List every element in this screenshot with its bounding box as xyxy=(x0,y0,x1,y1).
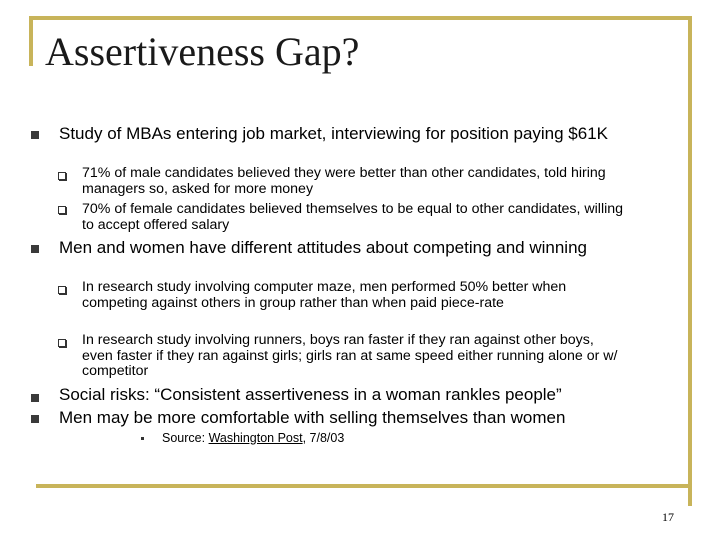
sub-bullet-text: 71% of male candidates believed they were better than other candidates, told hiring managers so, asked for more money xyxy=(82,165,606,197)
square-bullet-icon xyxy=(31,415,39,423)
sub-bullet-text: In research study involving runners, boys ran faster if they ran against other boys, even faster if they ran against girls; girls ran at same speed either running alone or w/ competitor xyxy=(82,332,618,379)
slide-title: Assertiveness Gap? xyxy=(45,29,360,74)
hollow-square-bullet-icon xyxy=(58,286,66,294)
square-bullet-icon xyxy=(31,394,39,402)
source-citation xyxy=(162,431,344,445)
square-bullet-icon xyxy=(31,131,39,139)
source-prefix: Source: xyxy=(162,431,209,445)
bullet-text: Men may be more comfortable with selling themselves than women xyxy=(59,408,566,427)
page-number: 17 xyxy=(662,510,674,524)
frame-right-line xyxy=(688,16,692,506)
hollow-square-bullet-icon xyxy=(58,339,66,347)
frame-left-line xyxy=(29,16,33,66)
frame-top-line xyxy=(29,16,692,20)
source-date: , 7/8/03 xyxy=(302,431,345,445)
bullet-text: Study of MBAs entering job market, interviewing for position paying $61K xyxy=(59,124,609,143)
bullet-text: Men and women have different attitudes about competing and winning xyxy=(59,238,587,257)
sub-bullet-text: In research study involving computer maze, men performed 50% better when competing against others in group rather than when paid piece-rate xyxy=(82,279,567,311)
small-square-bullet-icon xyxy=(141,437,144,440)
hollow-square-bullet-icon xyxy=(58,206,66,214)
bullet-text: Social risks: “Consistent assertiveness in a woman rankles people” xyxy=(59,385,562,404)
square-bullet-icon xyxy=(31,245,39,253)
sub-bullet-text: 70% of female candidates believed themselves to be equal to other candidates, willing to accept offered salary xyxy=(82,201,624,233)
source-publication: Washington Post xyxy=(208,431,303,445)
hollow-square-bullet-icon xyxy=(58,172,66,180)
frame-bottom-line xyxy=(36,484,692,488)
